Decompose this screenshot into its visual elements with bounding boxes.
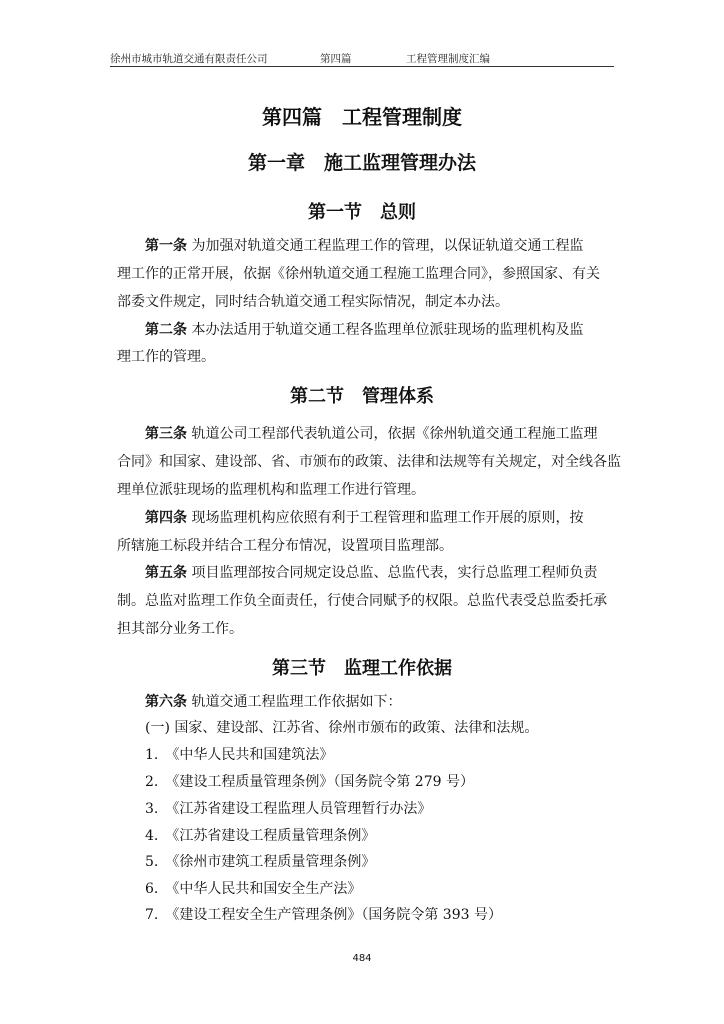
article-1-line-1: [145, 236, 645, 256]
article-label: 第四条: [145, 510, 187, 526]
list-item: 2. 《建设工程质量管理条例》（国务院令第 279 号）: [145, 774, 474, 790]
header-part: 第四篇: [320, 53, 352, 65]
chapter-title: 第一章 施工监理管理办法: [247, 152, 476, 174]
article-1-line-3: 部委文件规定，同时结合轨道交通工程实际情况，制定本办法。: [117, 294, 509, 310]
article-text: 本办法适用于轨道交通工程各监理单位派驻现场的监理机构及监: [191, 322, 584, 338]
article-text: 现场监理机构应依照有利于工程管理和监理工作开展的原则，按: [191, 510, 584, 526]
article-text: 轨道交通工程监理工作依据如下：: [191, 694, 402, 710]
article-6-line-1: [145, 692, 645, 712]
page-number: 484: [352, 953, 372, 964]
list-item: 7. 《建设工程安全生产管理条例》（国务院令第 393 号）: [145, 907, 502, 923]
section-title-3: 第三节 监理工作依据: [272, 658, 452, 679]
article-4-line-2: 所辖施工标段并结合工程分布情况，设置项目监理部。: [117, 538, 453, 554]
article-5-line-2: 制。总监对监理工作负全面责任，行使合同赋予的权限。总监代表受总监委托承: [117, 593, 607, 609]
article-label: 第六条: [145, 694, 187, 710]
article-label: 第五条: [145, 565, 187, 581]
list-item: 6. 《中华人民共和国安全生产法》: [145, 881, 362, 897]
article-label: 第一条: [145, 238, 187, 254]
list-item: 5. 《徐州市建筑工程质量管理条例》: [145, 854, 376, 870]
header-compilation: 工程管理制度汇编: [406, 53, 490, 65]
article-text: 轨道公司工程部代表轨道公司，依据《徐州轨道交通工程施工监理: [191, 426, 598, 442]
article-5-line-1: [145, 563, 645, 583]
list-item: 1. 《中华人民共和国建筑法》: [145, 747, 334, 763]
article-1-line-2: 理工作的正常开展，依据《徐州轨道交通工程施工监理合同》，参照国家、有关: [117, 266, 600, 282]
article-label: 第二条: [145, 322, 187, 338]
running-header: [110, 50, 614, 67]
list-item: 3. 《江苏省建设工程监理人员管理暂行办法》: [145, 801, 432, 817]
subheading-national-laws: (一) 国家、建设部、江苏省、徐州市颁布的政策、法律和法规。: [145, 720, 539, 736]
article-text: 为加强对轨道交通工程监理工作的管理，以保证轨道交通工程监: [191, 238, 584, 254]
section-title-1: 第一节 总则: [308, 202, 416, 223]
header-company: 徐州市城市轨道交通有限责任公司: [110, 53, 268, 65]
article-text: 项目监理部按合同规定设总监、总监代表，实行总监理工程师负责: [191, 565, 598, 581]
list-item: 4. 《江苏省建设工程质量管理条例》: [145, 828, 376, 844]
article-label: 第三条: [145, 426, 187, 442]
article-4-line-1: [145, 508, 645, 528]
article-2-line-1: [145, 320, 645, 340]
article-3-line-2: 合同》和国家、建设部、省、市颁布的政策、法律和法规等有关规定，对全线各监: [117, 454, 621, 470]
article-2-line-2: 理工作的管理。: [117, 349, 215, 365]
article-5-line-3: 担其部分业务工作。: [117, 621, 243, 637]
article-3-line-1: [145, 424, 645, 444]
section-title-2: 第二节 管理体系: [290, 386, 434, 407]
part-title: 第四篇 工程管理制度: [262, 105, 462, 129]
article-3-line-3: 理单位派驻现场的监理机构和监理工作进行管理。: [117, 482, 425, 498]
